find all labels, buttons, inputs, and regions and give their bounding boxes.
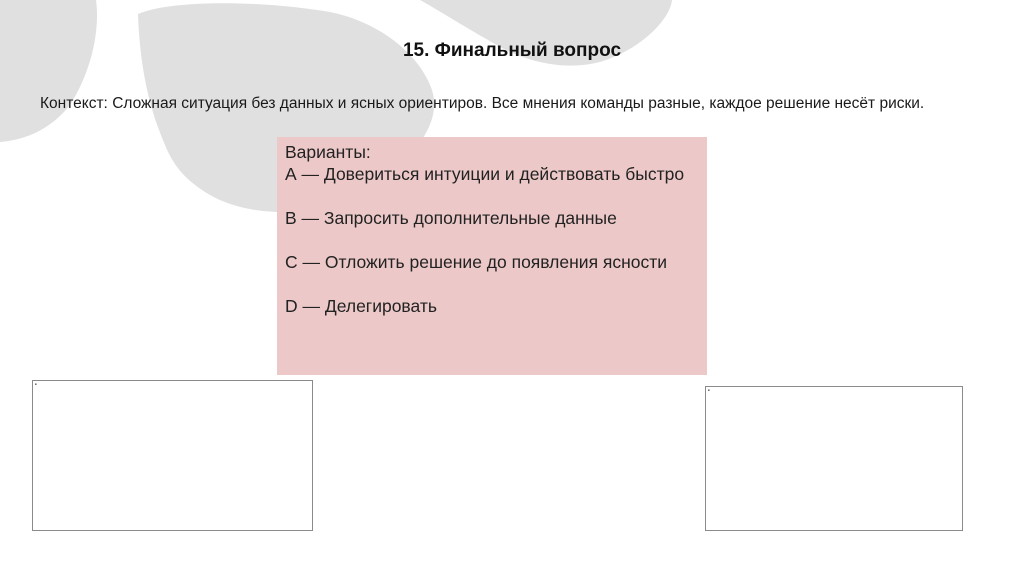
option-spacer: [285, 185, 699, 207]
options-box: [277, 137, 707, 375]
context-text: Сложная ситуация без данных и ясных ориентиров. Все мнения команды разные, каждое решение несёт риски.: [112, 95, 925, 112]
slide-title: 15. Финальный вопрос: [402, 40, 622, 61]
option-a: А — Довериться интуиции и действовать быстро: [285, 164, 685, 184]
options-heading: Варианты:: [285, 142, 371, 162]
image-placeholder-right: [705, 386, 963, 531]
context-paragraph: [40, 93, 970, 115]
gray-blob-left: [0, 0, 97, 142]
option-c: С — Отложить решение до появления ясности: [285, 252, 668, 272]
option-spacer: [285, 273, 699, 295]
broken-image-icon: ■: [35, 382, 37, 386]
option-d: D — Делегировать: [285, 296, 438, 316]
option-spacer: [285, 229, 699, 251]
image-placeholder-left: [32, 380, 313, 531]
broken-image-icon: ■: [708, 388, 710, 392]
context-label: Контекст:: [40, 95, 108, 112]
option-b: В — Запросить дополнительные данные: [285, 208, 617, 228]
